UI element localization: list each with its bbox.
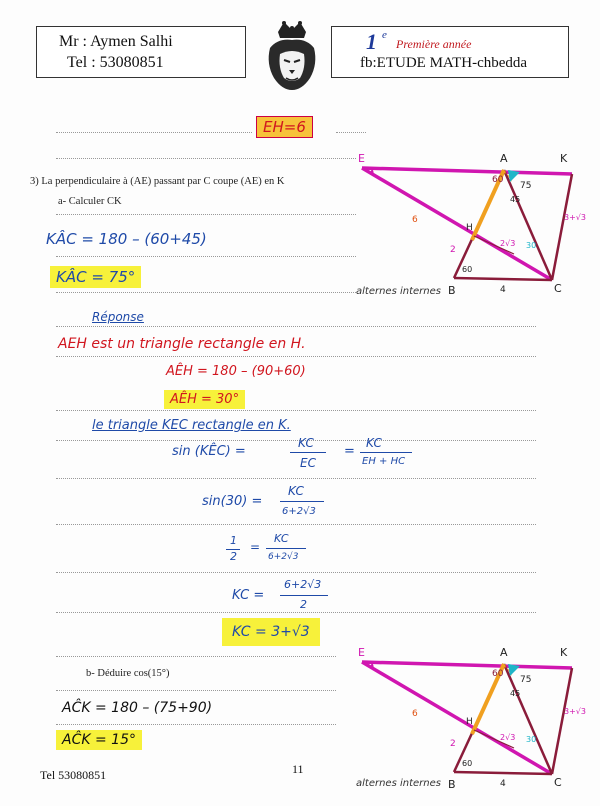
level-name: Première année xyxy=(396,37,472,51)
reponse-label: Réponse xyxy=(92,310,144,324)
dotted-line xyxy=(56,524,536,525)
value-angle-b: 60 xyxy=(462,759,473,768)
aeh-angle-result: AÊH = 30° xyxy=(164,390,245,409)
dotted-line xyxy=(56,612,536,613)
dotted-line xyxy=(56,132,252,133)
half-den: 2 xyxy=(230,550,237,563)
dotted-line xyxy=(56,690,336,691)
equals-sign: = xyxy=(250,540,261,554)
dotted-line xyxy=(56,572,536,573)
label-e: E xyxy=(358,152,365,165)
label-b: B xyxy=(448,284,456,296)
value-side-2v3: 2√3 xyxy=(500,733,516,742)
lion-crown-logo xyxy=(262,20,322,92)
label-h: H xyxy=(466,717,473,727)
geometry-figure-top xyxy=(350,148,590,296)
sin-frac1-den: EC xyxy=(300,456,316,470)
value-angle-b: 60 xyxy=(462,265,473,274)
teacher-tel: Tel : 53080851 xyxy=(67,54,164,71)
kac-calc: KÂC = 180 – (60+45) xyxy=(46,230,207,248)
dotted-line xyxy=(56,656,336,657)
geometry-figure-bottom xyxy=(350,642,590,790)
label-b: B xyxy=(448,778,456,790)
half-num: 1 xyxy=(230,534,237,547)
question-3a: a- Calculer CK xyxy=(58,196,122,207)
value-angle-45: 45 xyxy=(510,689,521,698)
value-side-eh: 6 xyxy=(412,215,418,225)
question-3-statement: 3) La perpendiculaire à (AE) passant par C coupe (AE) en K xyxy=(30,176,285,187)
dotted-line xyxy=(56,158,356,159)
fraction-bar xyxy=(360,452,412,453)
facebook-page: fb:ETUDE MATH-chbedda xyxy=(360,55,528,71)
value-side-kc: 3+√3 xyxy=(564,707,586,716)
value-side-kc: 3+√3 xyxy=(564,213,586,222)
kc-left: KC = xyxy=(232,588,265,603)
teacher-box xyxy=(36,26,246,78)
value-angle-k: 75 xyxy=(520,181,532,191)
dotted-line xyxy=(56,256,356,257)
sin30-left: sin(30) = xyxy=(202,494,263,509)
dotted-line xyxy=(56,410,536,411)
value-angle-a: 60 xyxy=(492,175,504,185)
dotted-line xyxy=(56,724,336,725)
footer-tel: Tel 53080851 xyxy=(40,768,107,782)
value-angle-a: 60 xyxy=(492,669,504,679)
ack-result: AĈK = 15° xyxy=(56,730,142,750)
given-eh: EH=6 xyxy=(256,116,313,138)
fraction-bar xyxy=(266,548,306,549)
value-side-2: 2 xyxy=(450,739,456,749)
dotted-line xyxy=(56,478,536,479)
dotted-line xyxy=(336,132,366,133)
aeh-angle-calc: AÊH = 180 – (90+60) xyxy=(166,364,306,379)
label-c: C xyxy=(554,776,562,789)
sin-frac1-num: KC xyxy=(298,436,314,450)
label-k: K xyxy=(560,646,568,659)
page-number: 11 xyxy=(292,762,304,776)
kc-result: KC = 3+√3 xyxy=(222,618,320,646)
value-side-bc: 4 xyxy=(500,285,506,295)
ack-calc: AĈK = 180 – (75+90) xyxy=(62,700,213,716)
sin-frac2-den: EH + HC xyxy=(362,456,406,467)
label-a: A xyxy=(500,152,508,165)
sin-frac2-num: KC xyxy=(366,436,382,450)
fraction-bar xyxy=(290,452,326,453)
label-h: H xyxy=(466,223,473,233)
equals-sign: = xyxy=(344,444,355,459)
alternes-internes-note: alternes internes xyxy=(356,286,441,297)
sin-kec-left: sin (KÊC) = xyxy=(172,444,246,459)
sin30-den: 6+2√3 xyxy=(282,506,316,517)
value-side-eh: 6 xyxy=(412,709,418,719)
kac-result: KÂC = 75° xyxy=(50,266,141,288)
label-e: E xyxy=(358,646,365,659)
level-number: 1 xyxy=(366,29,377,54)
dotted-line xyxy=(56,214,356,215)
aeh-triangle-text: AEH est un triangle rectangle en H. xyxy=(58,336,306,352)
value-angle-30: 30 xyxy=(526,241,537,250)
question-3b: b- Déduire cos(15°) xyxy=(86,668,170,679)
dotted-line xyxy=(56,292,356,293)
dotted-line xyxy=(56,326,536,327)
value-angle-45: 45 xyxy=(510,195,521,204)
level-box xyxy=(331,26,569,78)
sin30-num: KC xyxy=(288,484,304,498)
value-side-2v3: 2√3 xyxy=(500,239,516,248)
level-sup: e xyxy=(382,29,387,41)
value-side-bc: 4 xyxy=(500,779,506,789)
value-angle-k: 75 xyxy=(520,675,532,685)
dotted-line xyxy=(56,356,536,357)
dotted-line xyxy=(56,440,536,441)
kc-den: 2 xyxy=(300,598,307,611)
teacher-name: Mr : Aymen Salhi xyxy=(59,33,173,50)
half-rnum: KC xyxy=(274,532,289,545)
fraction-bar xyxy=(280,595,328,596)
label-a: A xyxy=(500,646,508,659)
label-k: K xyxy=(560,152,568,165)
angle-marker xyxy=(508,170,520,182)
value-angle-30: 30 xyxy=(526,735,537,744)
label-c: C xyxy=(554,282,562,295)
kc-num: 6+2√3 xyxy=(284,578,322,591)
kec-triangle-text: le triangle KEC rectangle en K. xyxy=(92,418,291,433)
angle-marker xyxy=(508,664,520,676)
half-rden: 6+2√3 xyxy=(268,552,299,562)
value-side-2: 2 xyxy=(450,245,456,255)
fraction-bar xyxy=(280,501,324,502)
alternes-internes-note: alternes internes xyxy=(356,778,441,789)
